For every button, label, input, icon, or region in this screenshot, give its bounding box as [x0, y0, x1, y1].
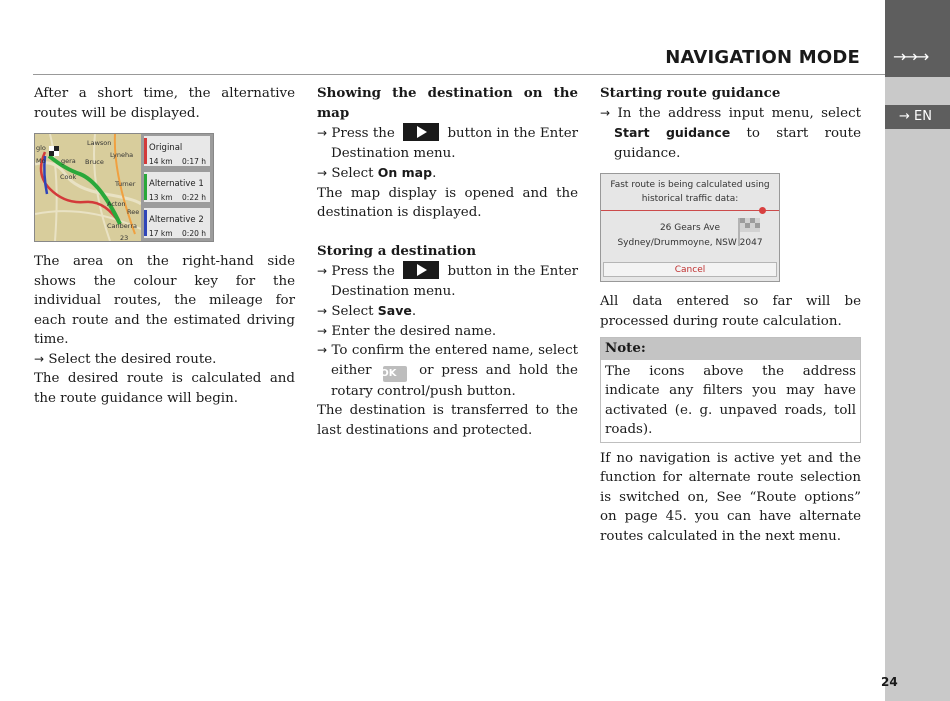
map-label-canberra: Canberra [107, 222, 137, 230]
route-time: 0:17 h [182, 157, 206, 166]
route-distance: 14 km [149, 157, 173, 166]
destination-city: Sydney/Drummoyne, NSW 2047 [617, 238, 763, 248]
route-color-bar [144, 174, 147, 200]
cancel-button[interactable]: Cancel [603, 262, 777, 277]
map-label-mo: Mo [36, 157, 46, 165]
on-map-label: On map [377, 165, 433, 180]
route-option-original[interactable] [144, 136, 210, 166]
route-option-alternative-2[interactable] [144, 208, 210, 238]
heading-store-destination: Storing a destination [317, 242, 477, 259]
note-body: The icons above the address indicate any filters you may have activated (e. g. unpaved roads, toll roads). [605, 363, 856, 437]
route-time: 0:22 h [182, 193, 206, 202]
note-box [600, 337, 861, 443]
heading-start-guidance: Starting route guidance [600, 85, 781, 101]
map-label-cook: Cook [60, 173, 77, 181]
chapter-tab [885, 0, 950, 77]
map-label-ree: Ree [127, 208, 140, 216]
step-select-on-map: → Select On map. [317, 165, 437, 181]
arrow-icon: → [317, 343, 328, 357]
map-label-gera: gera [61, 157, 76, 165]
arrow-icon: → [34, 351, 45, 366]
route-name: Alternative 1 [149, 179, 204, 189]
step-press-play-2: → Press the button in the Enter Destination menu. [317, 261, 578, 301]
map-label-lyneham: Lyneha [110, 151, 134, 159]
route-color-bar [144, 210, 147, 236]
route-time: 0:20 h [182, 229, 206, 238]
route-calculation-screenshot [600, 173, 780, 282]
column-3 [600, 84, 861, 546]
play-button-icon [403, 261, 439, 279]
start-guidance-label: Start guidance [614, 125, 731, 140]
arrow-icon: → [317, 126, 328, 140]
map-label-turner: Turner [115, 180, 136, 188]
map-label-glo: glo [36, 144, 46, 152]
step-confirm-name: → To confirm the entered name, select either OK or press and hold the rotary control/push button. [317, 343, 578, 399]
progress-marker-icon [759, 207, 766, 214]
route-calculated-text: The desired route is calculated and the route guidance will begin. [34, 371, 295, 406]
arrow-icon: → [600, 105, 611, 120]
column-1 [34, 84, 295, 408]
language-tab[interactable]: → EN [885, 105, 950, 129]
destination-street: 26 Gears Ave [659, 223, 721, 233]
route-key-description: The area on the right-hand side shows the colour key for the individual routes, the mileage for each route and the estimated driving time. [34, 254, 295, 347]
route-distance: 17 km [149, 229, 173, 238]
step-select-route: → Select the desired route. [34, 351, 217, 367]
intro-text: After a short time, the alternative routes will be displayed. [34, 86, 295, 121]
map-label-number: 23 [120, 234, 129, 242]
alternative-routes-screenshot [34, 133, 214, 242]
route-color-bar [144, 138, 147, 164]
ok-button-icon: OK [383, 366, 407, 382]
map-label-bruce: Bruce [85, 158, 104, 166]
route-distance: 13 km [149, 193, 173, 202]
title-divider [33, 74, 885, 75]
map-label-acton: Acton [107, 200, 126, 208]
step-start-guidance: → In the address input menu, select Start guidance to start route guidance. [600, 105, 861, 161]
arrow-icon: → [317, 166, 328, 180]
column-2 [317, 84, 578, 440]
chapter-arrows: →→→ [893, 47, 928, 66]
step-select-save: → Select Save. [317, 303, 417, 319]
calculation-message: Fast route is being calculated using historical traffic data: [610, 180, 770, 204]
map-display-text: The map display is opened and the destination is displayed. [317, 185, 578, 220]
step-enter-name: → Enter the desired name. [317, 323, 497, 339]
note-heading: Note: [601, 338, 860, 360]
play-button-icon [403, 123, 439, 141]
heading-show-destination: Showing the destination on the map [317, 85, 578, 121]
route-option-alternative-1[interactable] [144, 172, 210, 202]
route-name: Alternative 2 [149, 215, 204, 225]
alternate-routes-text: If no navigation is active yet and the function for alternate route selection is switched on, See “Route options” on page 45. you can have alternate routes calculated in the next menu. [600, 450, 861, 544]
data-processed-text: All data entered so far will be processed during route calculation. [600, 294, 861, 329]
route-key-panel [141, 134, 213, 241]
destination-transferred-text: The destination is transferred to the last destinations and protected. [317, 403, 578, 438]
route-name: Original [149, 143, 183, 153]
step-press-play: → Press the button in the Enter Destination menu. [317, 123, 578, 163]
page-number: 24 [881, 675, 898, 689]
arrow-icon: → [317, 323, 328, 338]
progress-line [601, 210, 779, 211]
page-title: NAVIGATION MODE [665, 47, 860, 68]
arrow-icon: → [317, 264, 328, 278]
save-label: Save [377, 303, 412, 318]
arrow-icon: → [317, 304, 328, 318]
map-label-lawson: Lawson [87, 139, 112, 147]
